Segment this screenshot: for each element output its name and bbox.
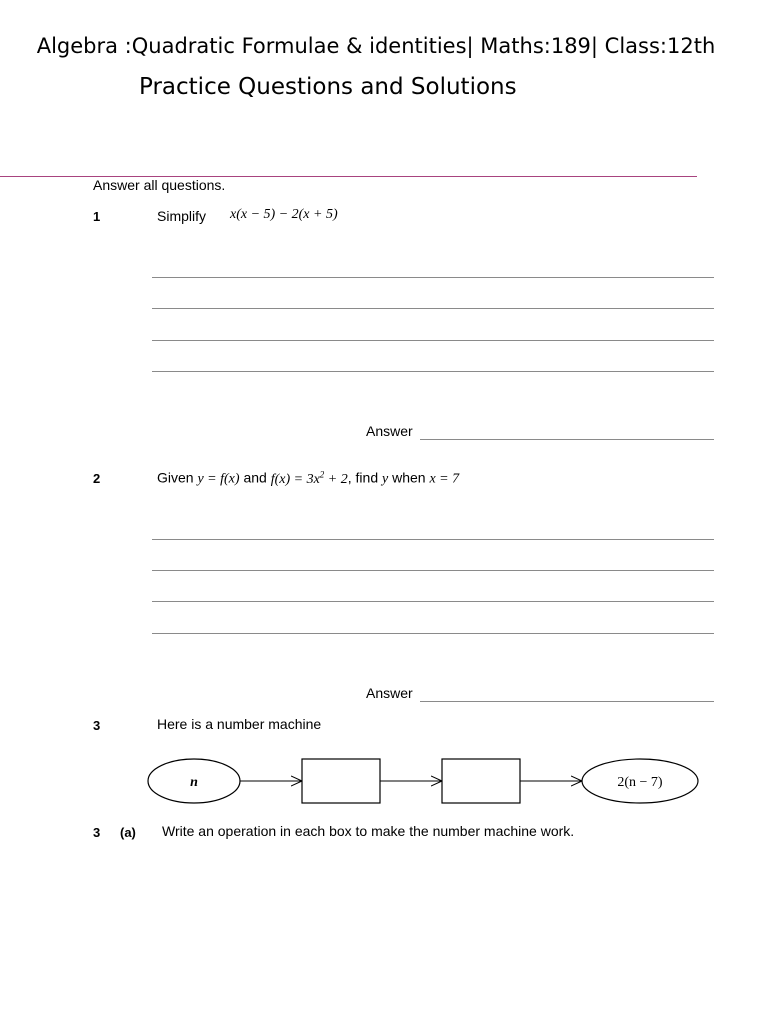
and-word: and — [243, 469, 267, 486]
writing-line — [152, 570, 714, 571]
writing-line — [152, 308, 714, 309]
var-y: y — [382, 471, 389, 487]
answer-label: Answer — [366, 423, 413, 439]
expr-x-eq: x = 7 — [429, 471, 460, 487]
machine-operation-box-1[interactable] — [302, 759, 380, 803]
answer-field-2[interactable] — [420, 701, 714, 702]
writing-line — [152, 340, 714, 341]
question-3-number: 3 — [93, 718, 101, 733]
answer-label: Answer — [366, 685, 413, 701]
find-word: , find — [347, 469, 379, 486]
question-1-expression: x(x − 5) − 2(x + 5) — [230, 207, 338, 222]
instructions: Answer all questions. — [93, 177, 226, 193]
given-word: Given — [157, 469, 194, 486]
expr-y-eq-fx: y = f(x) — [197, 471, 240, 487]
expr-fx: $f(x) = 3x^2 + 2$ — [270, 469, 348, 487]
question-2-number: 2 — [93, 471, 101, 486]
question-1-number: 1 — [93, 209, 101, 224]
question-1-prompt: Simplify — [157, 208, 207, 224]
answer-field-1[interactable] — [420, 439, 714, 440]
number-machine-diagram — [140, 750, 710, 814]
writing-line — [152, 601, 714, 602]
question-3a-part: (a) — [120, 825, 136, 840]
document-subtitle: Practice Questions and Solutions — [139, 74, 517, 100]
question-3a-text: Write an operation in each box to make the number machine work. — [162, 823, 575, 839]
when-word: when — [392, 469, 426, 486]
writing-line — [152, 371, 714, 372]
writing-line — [152, 277, 714, 278]
question-3a-number: 3 — [93, 825, 101, 840]
writing-line — [152, 633, 714, 634]
machine-output-label: 2(n − 7) — [617, 775, 663, 790]
machine-input-label: n — [190, 775, 198, 790]
machine-operation-box-2[interactable] — [442, 759, 520, 803]
document-title: Algebra :Quadratic Formulae & identities| Maths:189| Class:12th — [36, 34, 716, 58]
question-2-prompt — [157, 469, 459, 488]
question-3-prompt: Here is a number machine — [157, 716, 322, 732]
writing-line — [152, 539, 714, 540]
